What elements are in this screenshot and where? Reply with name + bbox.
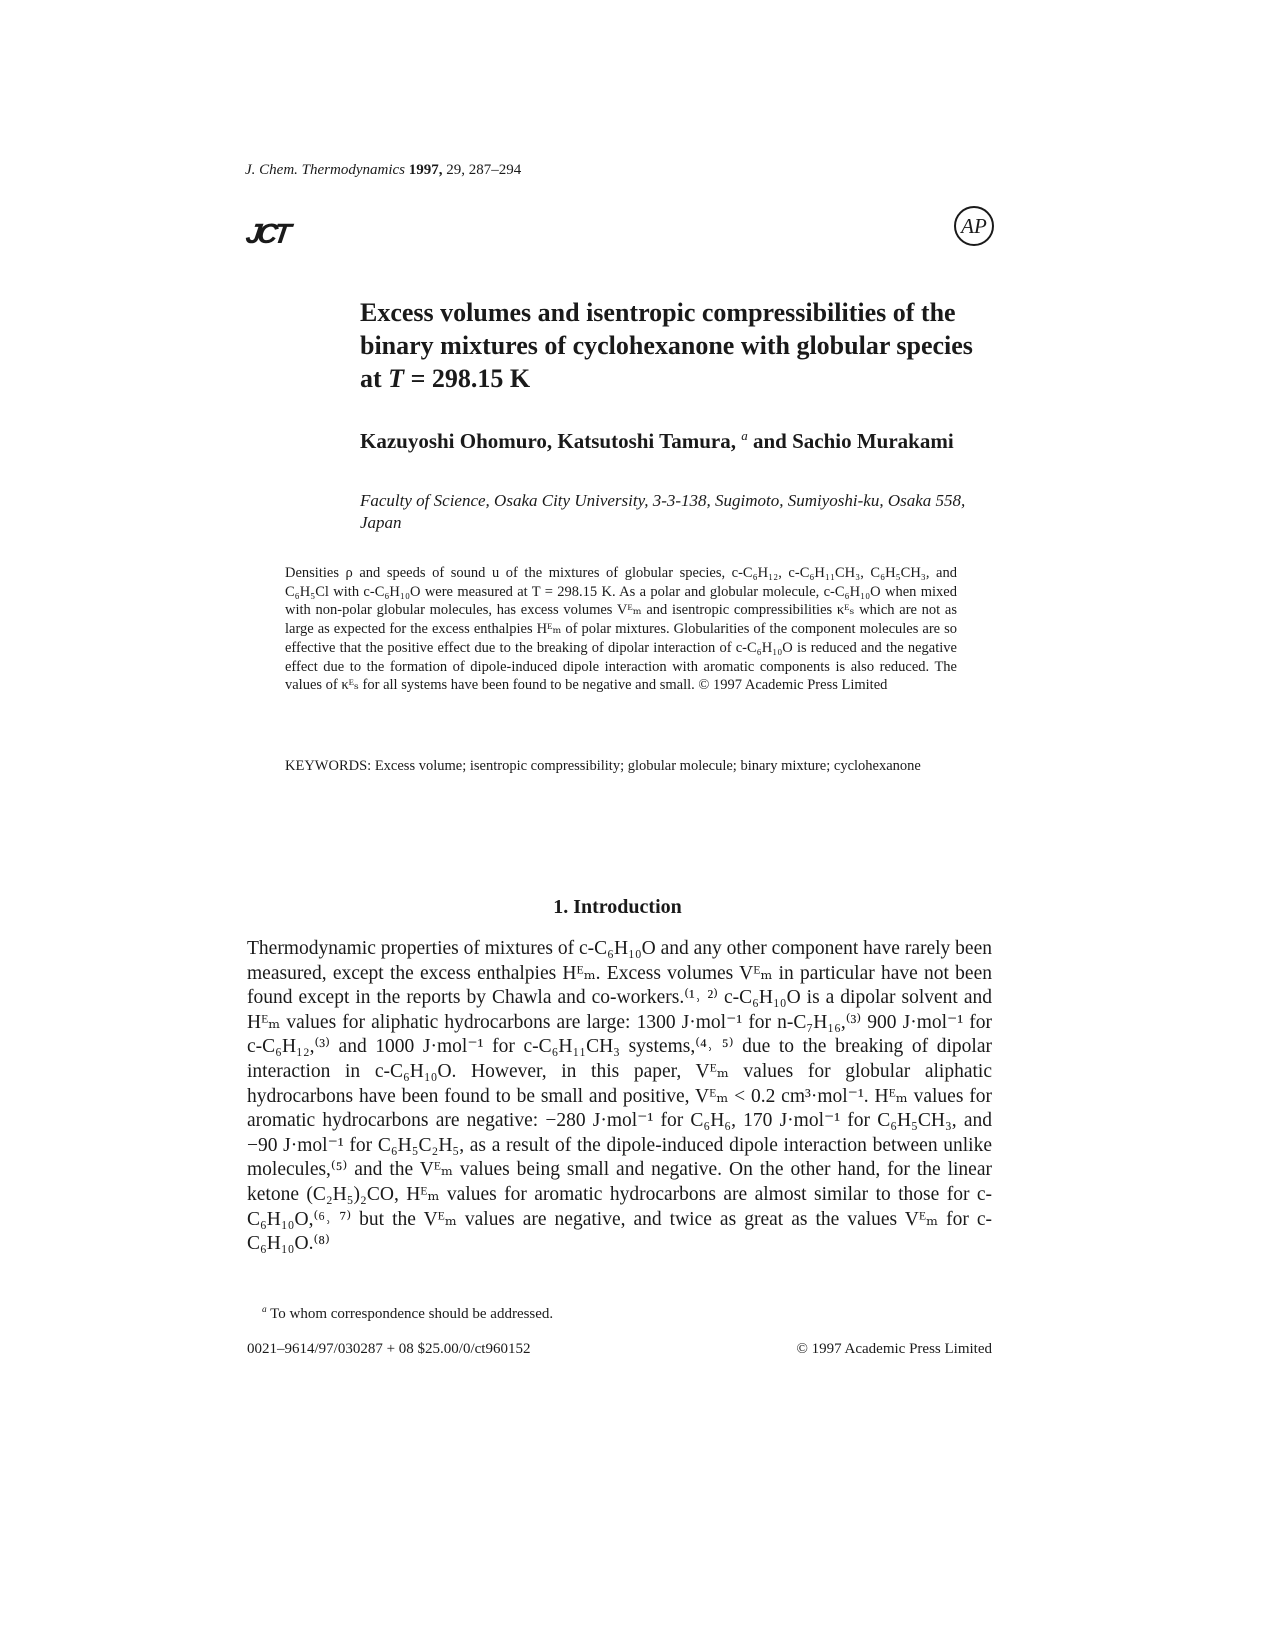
journal-year: 1997, [408,162,443,178]
journal-citation [245,162,521,179]
ap-logo-icon [953,205,995,247]
abstract: Densities ρ and speeds of sound u of the mixtures of globular species, c-C₆H₁₂, c-C₆H₁₁CH₃, C₆H₅CH₃, and C₆H₅Cl with c-C₆H₁₀O were measured at T = 298.15 K. As a polar and globular molecule, c-C₆H₁₀O when mixed with non-polar globular molecules, has excess volumes Vᴱₘ and isentropic compressibilities κᴱₛ which are not as large as expected for the excess enthalpies Hᴱₘ of polar mixtures. Globularities of the component molecules are so effective that the positive effect due to the breaking of dipolar interaction of c-C₆H₁₀O is reduced and the negative effect due to the formation of dipole-induced dipole interaction with aromatic components is also reduced. The values of κᴱₛ for all systems have been found to be negative and small. © 1997 Academic Press Limited [285,565,957,694]
journal-volume-pages: 29, 287–294 [446,162,522,178]
keywords: KEYWORDS: Excess volume; isentropic compressibility; globular molecule; binary mixture; cyclohexanone [285,758,921,774]
copyright-line: © 1997 Academic Press Limited [796,1341,992,1357]
authors-text-end: and Sachio Murakami [747,429,954,453]
author-list [360,428,960,454]
section-heading: 1. Introduction [553,896,682,918]
introduction-body: Thermodynamic properties of mixtures of c-C₆H₁₀O and any other component have rarely been measured, except the excess enthalpies Hᴱₘ. Excess volumes Vᴱₘ in particular have not been found except in the reports by Chawla and co-workers.⁽¹˒ ²⁾ c-C₆H₁₀O is a dipolar solvent and Hᴱₘ values for aliphatic hydrocarbons are large: 1300 J·mol⁻¹ for n-C₇H₁₆,⁽³⁾ 900 J·mol⁻¹ for c-C₆H₁₂,⁽³⁾ and 1000 J·mol⁻¹ for c-C₆H₁₁CH₃ systems,⁽⁴˒ ⁵⁾ due to the breaking of dipolar interaction in c-C₆H₁₀O. However, in this paper, Vᴱₘ values for globular aliphatic hydrocarbons have been found to be small and positive, Vᴱₘ < 0.2 cm³·mol⁻¹. Hᴱₘ values for aromatic hydrocarbons are negative: −280 J·mol⁻¹ for C₆H₆, 170 J·mol⁻¹ for C₆H₅CH₃, and −90 J·mol⁻¹ for C₆H₅C₂H₅, as a result of the dipole-induced dipole interaction between unlike molecules,⁽⁵⁾ and the Vᴱₘ values being small and negative. On the other hand, for the linear ketone (C₂H₅)₂CO, Hᴱₘ values for aromatic hydrocarbons are almost similar to those for c-C₆H₁₀O,⁽⁶˒ ⁷⁾ but the Vᴱₘ values are negative, and twice as great as the values Vᴱₘ for c-C₆H₁₀O.⁽⁸⁾ [247,938,992,1255]
author-footnote-marker: a [741,428,748,443]
authors-text: Kazuyoshi Ohomuro, Katsutoshi Tamura, [360,429,742,453]
journal-name: J. Chem. Thermodynamics [245,162,405,178]
title-text: Excess volumes and isentropic compressibilities of the binary mixtures of cyclohexanone with globular species at [360,298,973,393]
affiliation: Faculty of Science, Osaka City University, 3-3-138, Sugimoto, Sumiyoshi-ku, Osaka 558, Japan [360,491,966,532]
footnote-text: To whom correspondence should be addressed. [270,1306,554,1322]
article-title [360,296,980,395]
article-code: 0021–9614/97/030287 + 08 $25.00/0/ct960152 [247,1341,531,1357]
jct-logo: JCT [243,218,290,249]
ap-logo-text: AP [961,214,987,238]
footnote [262,1306,553,1323]
footnote-marker: a [262,1305,267,1315]
title-variable: T [388,364,405,393]
title-value: = 298.15 K [404,364,531,393]
